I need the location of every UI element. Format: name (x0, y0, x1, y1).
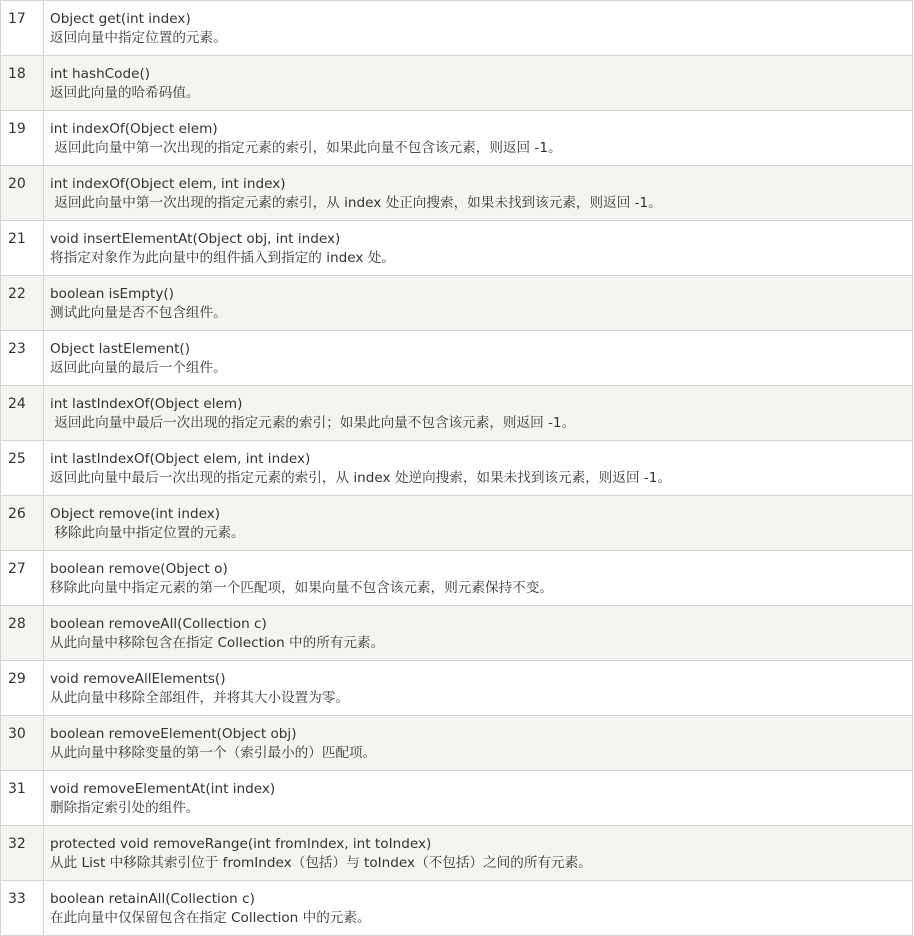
methods-table-body (1, 1, 913, 936)
method-description: 返回此向量中第一次出现的指定元素的索引，如果此向量不包含该元素，则返回 -1。 (50, 140, 562, 156)
method-description: 返回此向量的哈希码值。 (50, 85, 200, 101)
method-signature: int lastIndexOf(Object elem) (50, 396, 243, 412)
row-number: 17 (1, 1, 44, 56)
row-description-cell (44, 716, 913, 771)
row-number: 33 (1, 881, 44, 936)
row-description-cell (44, 551, 913, 606)
row-number: 25 (1, 441, 44, 496)
method-description: 返回此向量中最后一次出现的指定元素的索引；如果此向量不包含该元素，则返回 -1。 (50, 415, 576, 431)
table-row (1, 111, 913, 166)
method-signature: protected void removeRange(int fromIndex, int toIndex) (50, 836, 432, 852)
table-row (1, 826, 913, 881)
table-row (1, 606, 913, 661)
table-row (1, 661, 913, 716)
row-description-cell (44, 606, 913, 661)
method-signature: int lastIndexOf(Object elem, int index) (50, 451, 311, 467)
method-description: 从此向量中移除变量的第一个（索引最小的）匹配项。 (50, 745, 377, 761)
row-description-cell (44, 331, 913, 386)
method-signature: int indexOf(Object elem, int index) (50, 176, 286, 192)
row-description-cell (44, 166, 913, 221)
row-number: 26 (1, 496, 44, 551)
method-description: 返回此向量中最后一次出现的指定元素的索引，从 index 处逆向搜索，如果未找到该元素，则返回 -1。 (50, 470, 672, 486)
row-number: 28 (1, 606, 44, 661)
row-description-cell (44, 386, 913, 441)
row-number: 21 (1, 221, 44, 276)
row-description-cell (44, 826, 913, 881)
row-description-cell (44, 111, 913, 166)
table-row (1, 276, 913, 331)
table-row (1, 771, 913, 826)
table-row (1, 881, 913, 936)
method-signature: boolean retainAll(Collection c) (50, 891, 255, 907)
row-number: 32 (1, 826, 44, 881)
table-row (1, 221, 913, 276)
row-description-cell (44, 771, 913, 826)
method-description: 将指定对象作为此向量中的组件插入到指定的 index 处。 (50, 250, 395, 266)
method-signature: boolean remove(Object o) (50, 561, 228, 577)
method-description: 测试此向量是否不包含组件。 (50, 305, 227, 321)
row-description-cell (44, 56, 913, 111)
table-row (1, 441, 913, 496)
row-description-cell (44, 496, 913, 551)
method-signature: void insertElementAt(Object obj, int index) (50, 231, 341, 247)
row-number: 24 (1, 386, 44, 441)
row-number: 18 (1, 56, 44, 111)
table-row (1, 716, 913, 771)
row-number: 22 (1, 276, 44, 331)
row-number: 19 (1, 111, 44, 166)
row-number: 27 (1, 551, 44, 606)
row-description-cell (44, 661, 913, 716)
row-number: 23 (1, 331, 44, 386)
row-description-cell (44, 881, 913, 936)
table-row (1, 496, 913, 551)
method-description: 返回此向量的最后一个组件。 (50, 360, 227, 376)
method-description: 移除此向量中指定位置的元素。 (50, 525, 245, 541)
method-signature: void removeElementAt(int index) (50, 781, 276, 797)
method-description: 从此向量中移除包含在指定 Collection 中的所有元素。 (50, 635, 385, 651)
method-signature: int indexOf(Object elem) (50, 121, 218, 137)
table-row (1, 386, 913, 441)
method-signature: Object remove(int index) (50, 506, 221, 522)
method-description: 移除此向量中指定元素的第一个匹配项，如果向量不包含该元素，则元素保持不变。 (50, 580, 553, 596)
method-description: 在此向量中仅保留包含在指定 Collection 中的元素。 (50, 910, 371, 926)
method-description: 从此向量中移除全部组件，并将其大小设置为零。 (50, 690, 350, 706)
row-number: 31 (1, 771, 44, 826)
row-description-cell (44, 1, 913, 56)
method-signature: boolean removeElement(Object obj) (50, 726, 297, 742)
row-description-cell (44, 221, 913, 276)
method-signature: boolean removeAll(Collection c) (50, 616, 267, 632)
method-signature: Object get(int index) (50, 11, 191, 27)
method-description: 从此 List 中移除其索引位于 fromIndex（包括）与 toIndex（不包括）之间的所有元素。 (50, 855, 592, 871)
method-signature: void removeAllElements() (50, 671, 226, 687)
table-row (1, 166, 913, 221)
table-row (1, 331, 913, 386)
table-row (1, 56, 913, 111)
row-number: 29 (1, 661, 44, 716)
table-row (1, 1, 913, 56)
table-row (1, 551, 913, 606)
row-number: 20 (1, 166, 44, 221)
row-description-cell (44, 441, 913, 496)
method-signature: boolean isEmpty() (50, 286, 174, 302)
method-signature: int hashCode() (50, 66, 151, 82)
method-description: 返回向量中指定位置的元素。 (50, 30, 227, 46)
method-signature: Object lastElement() (50, 341, 190, 357)
row-description-cell (44, 276, 913, 331)
method-description: 删除指定索引处的组件。 (50, 800, 200, 816)
method-description: 返回此向量中第一次出现的指定元素的索引，从 index 处正向搜索，如果未找到该元素，则返回 -1。 (50, 195, 662, 211)
row-number: 30 (1, 716, 44, 771)
